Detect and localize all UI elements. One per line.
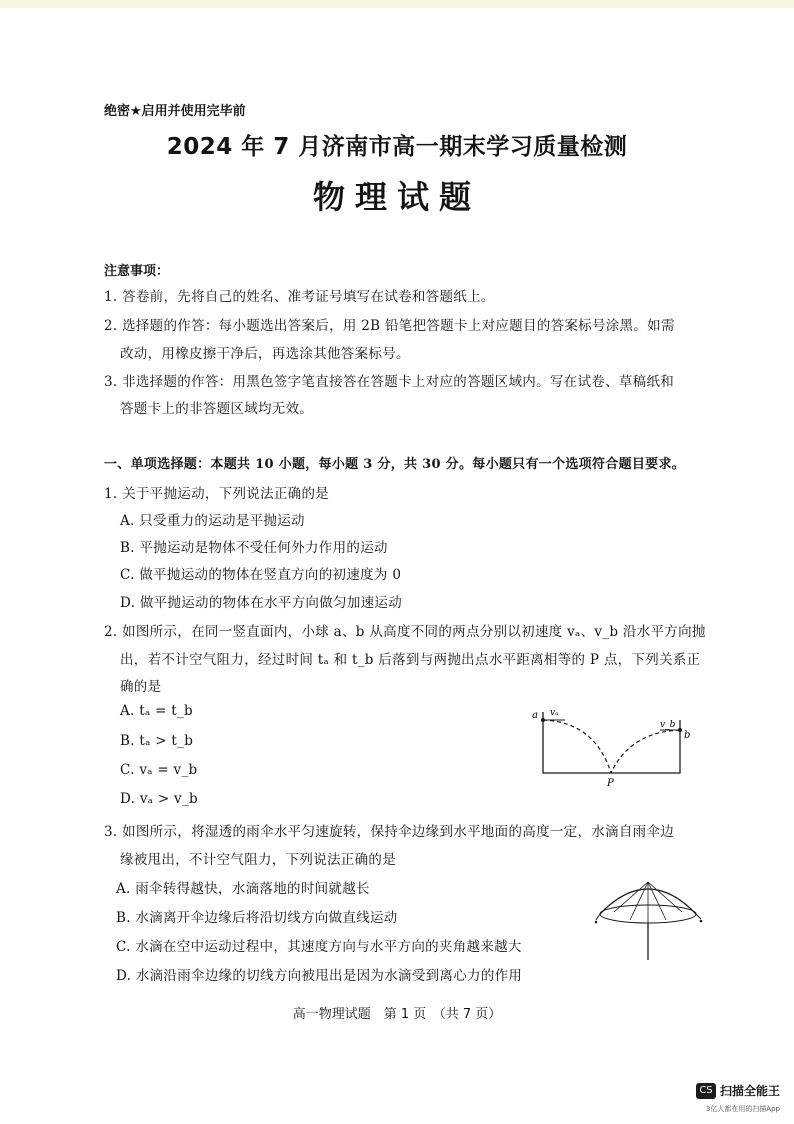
notice-item: 1. 答卷前，先将自己的姓名、准考证号填写在试卷和答题纸上。	[104, 289, 495, 305]
trajectory-b	[611, 730, 680, 773]
notice-item: 改动，用橡皮擦干净后，再选涂其他答案标号。	[120, 346, 410, 362]
question-1-option-a: A. 只受重力的运动是平抛运动	[120, 513, 305, 529]
question-3-option-d: D. 水滴沿雨伞边缘的切线方向被甩出是因为水滴受到离心力的作用	[116, 968, 523, 984]
ball-a	[541, 718, 545, 722]
question-3-option-c: C. 水滴在空中运动过程中，其速度方向与水平方向的夹角越来越大	[116, 939, 522, 955]
label-va: vₐ	[550, 708, 559, 718]
subject-title: 物理试题	[312, 178, 481, 216]
scan-top-band	[0, 0, 794, 8]
page-footer: 高一物理试题 第 1 页 （共 7 页）	[292, 1007, 502, 1022]
question-1-option-d: D. 做平抛运动的物体在水平方向做匀加速运动	[120, 595, 403, 611]
scanner-logo-icon: CS	[696, 1083, 716, 1099]
notice-item: 答题卡上的非答题区域均无效。	[120, 401, 314, 417]
label-b: b	[684, 730, 691, 741]
ball-b	[678, 728, 682, 732]
question-2-option-d: D. vₐ > v_b	[120, 791, 198, 807]
exam-title: 2024 年 7 月济南市高一期末学习质量检测	[166, 134, 628, 160]
question-1-stem: 1. 关于平抛运动，下列说法正确的是	[104, 486, 330, 502]
scanner-badge	[696, 1080, 780, 1099]
question-3-stem: 缘被甩出，不计空气阻力，下列说法正确的是	[120, 852, 396, 868]
question-3-stem: 3. 如图所示，将湿透的雨伞水平匀速旋转，保持伞边缘到水平地面的高度一定，水滴自雨伞边	[104, 824, 675, 840]
question-2-option-b: B. tₐ > t_b	[120, 733, 194, 749]
section-heading: 一、单项选择题：本题共 10 小题，每小题 3 分，共 30 分。每小题只有一个选项符合题目要求。	[104, 457, 686, 472]
question-3-option-b: B. 水滴离开伞边缘后将沿切线方向做直线运动	[116, 910, 398, 926]
notice-item: 3. 非选择题的作答：用黑色签字笔直接答在答题卡上对应的答题区域内。写在试卷、草稿纸和	[104, 374, 675, 390]
question-2-option-c: C. vₐ = v_b	[120, 762, 198, 778]
question-2-stem: 2. 如图所示，在同一竖直面内，小球 a、b 从高度不同的两点分别以初速度 vₐ、v_b 沿水平方向抛	[104, 624, 706, 640]
question-3-option-a: A. 雨伞转得越快，水滴落地的时间就越长	[116, 881, 370, 897]
label-a: a	[532, 710, 538, 721]
notice-item: 2. 选择题的作答：每小题选出答案后，用 2B 铅笔把答题卡上对应题目的答案标号涂黑。如需	[104, 318, 675, 334]
umbrella-diagram	[592, 872, 704, 964]
question-2-option-a: A. tₐ = t_b	[120, 703, 193, 719]
confidential-label: 绝密★启用并使用完毕前	[104, 104, 246, 119]
question-2-stem: 确的是	[120, 679, 162, 695]
question-1-option-b: B. 平抛运动是物体不受任何外力作用的运动	[120, 540, 388, 556]
label-vb: v_b	[660, 720, 676, 730]
projectile-diagram	[525, 700, 695, 790]
scanner-name: 扫描全能王	[719, 1084, 780, 1098]
question-1-option-c: C. 做平抛运动的物体在竖直方向的初速度为 0	[120, 567, 402, 583]
notice-heading: 注意事项：	[104, 264, 170, 279]
label-p: P	[607, 778, 614, 789]
scanner-tagline: 3亿人都在用的扫描App	[705, 1105, 780, 1113]
question-2-stem: 出，若不计空气阻力，经过时间 tₐ 和 t_b 后落到与两抛出点水平距离相等的 P 点，下列关系正	[120, 652, 701, 668]
trajectory-a	[543, 720, 611, 773]
